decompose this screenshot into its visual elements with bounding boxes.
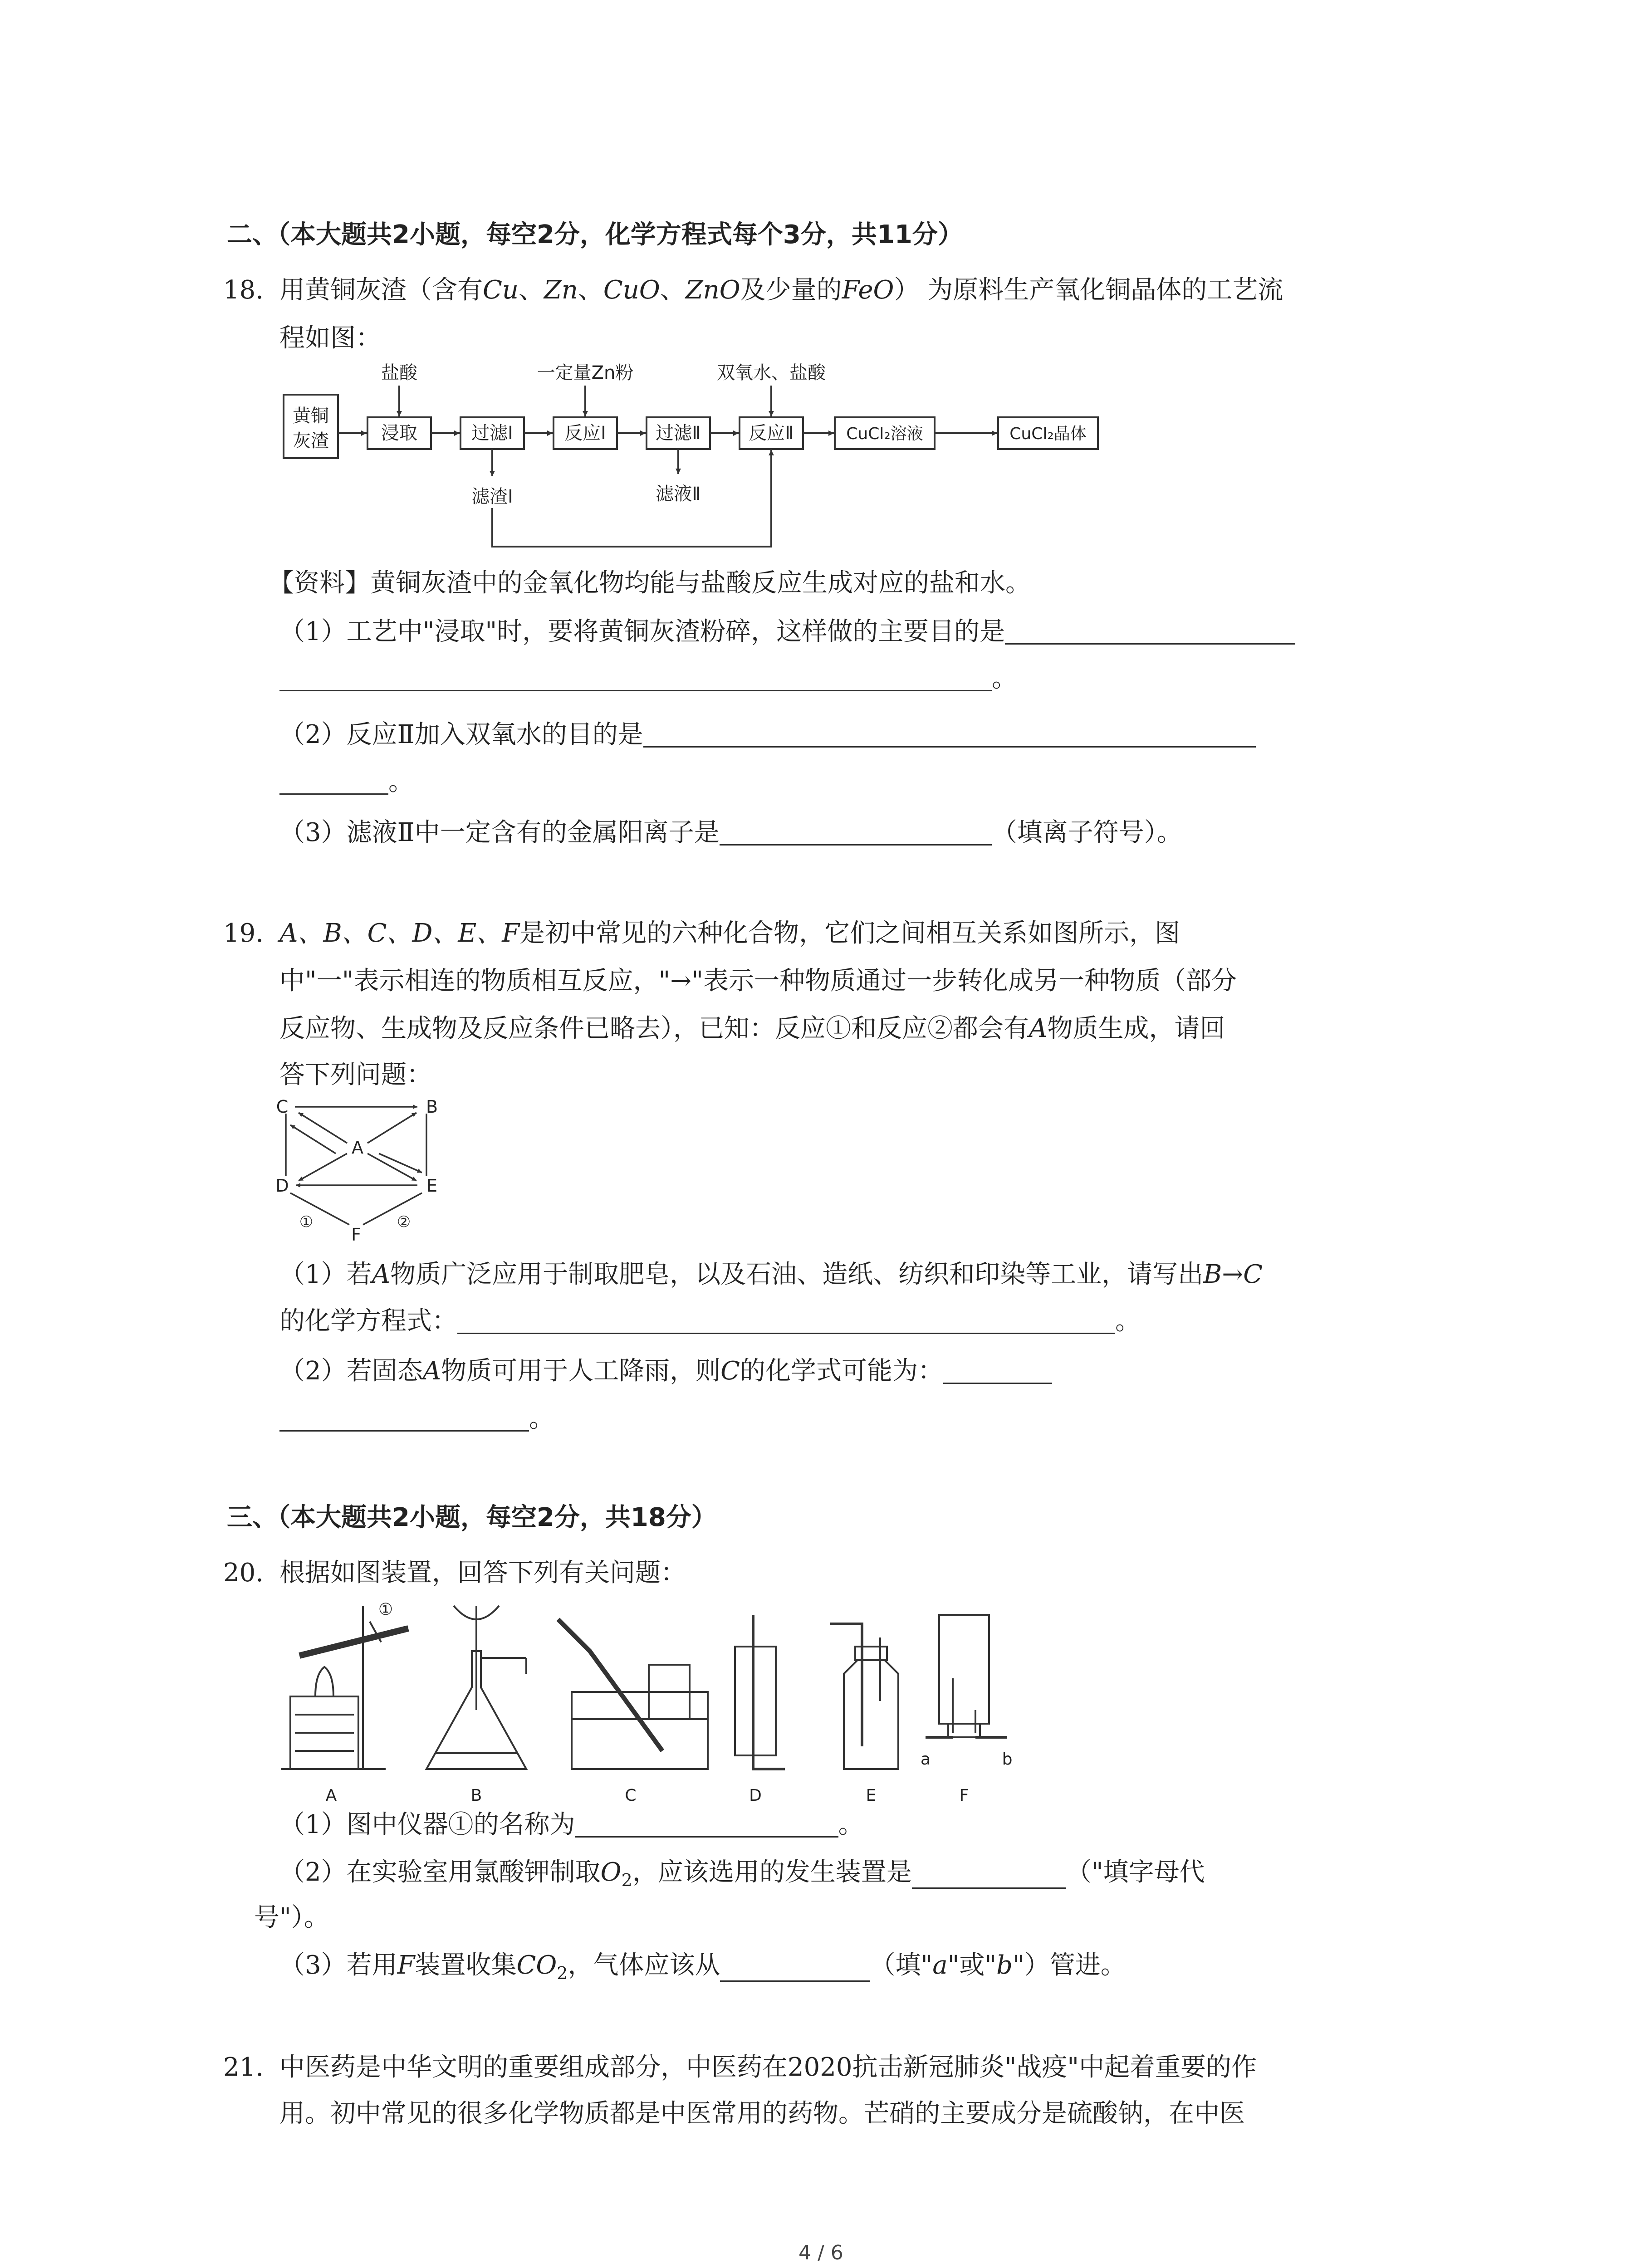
q18-part2: （2）反应Ⅱ加入双氧水的目的是 xyxy=(279,722,1256,748)
reaction-1-label: ① xyxy=(299,1213,314,1231)
node-b: B xyxy=(426,1097,438,1117)
q19-part1-cont: 的化学方程式： 。 xyxy=(279,1306,1141,1336)
q18-info: 【资料】黄铜灰渣中的金氧化物均能与盐酸反应生成对应的盐和水。 xyxy=(269,568,1031,598)
apparatus-c-trough xyxy=(572,1692,708,1769)
section-2-heading: 二、（本大题共2小题，每空2分，化学方程式每个3分，共11分） xyxy=(227,220,963,249)
node-a: A xyxy=(352,1138,363,1158)
apparatus-label-e: E xyxy=(866,1786,877,1805)
flow-label-react2: 反应Ⅱ xyxy=(749,423,794,444)
node-f: F xyxy=(351,1225,361,1245)
apparatus-e-bottle xyxy=(844,1660,898,1769)
q19-part2-blank-b[interactable] xyxy=(279,1407,529,1432)
apparatus-c-tube xyxy=(558,1619,662,1751)
apparatus-label-f: F xyxy=(959,1786,969,1805)
apparatus-a-tube xyxy=(299,1628,408,1656)
q19-stem-line2: 中"一"表示相连的物质相互反应，"→"表示一种物质通过一步转化成另一种物质（部分 xyxy=(279,966,1237,996)
flow-output-residue1: 滤渣Ⅰ xyxy=(471,486,513,507)
flow-label-filter2: 过滤Ⅱ xyxy=(656,423,701,444)
q18-part3: （3）滤液Ⅱ中一定含有的金属阳离子是 （填离子符号）。 xyxy=(279,818,1182,847)
q20-stem: 根据如图装置，回答下列有关问题： xyxy=(279,1558,686,1588)
q19-part1-blank[interactable] xyxy=(457,1309,1115,1334)
apparatus-f-bottle xyxy=(939,1615,989,1724)
q18-part3-blank[interactable] xyxy=(720,821,992,846)
q18-part2-blank-a[interactable] xyxy=(643,723,1256,748)
apparatus-f-port-a: a xyxy=(920,1750,931,1769)
q18-part1-blank-b[interactable] xyxy=(279,666,992,691)
flow-label-leach: 浸取 xyxy=(381,423,417,444)
apparatus-f-port-b: b xyxy=(1002,1750,1013,1769)
page-number: 4 / 6 xyxy=(798,2241,843,2264)
flow-label-start-2: 灰渣 xyxy=(293,430,329,451)
q20-part3-blank[interactable] xyxy=(720,1957,870,1982)
q20-part1-blank[interactable] xyxy=(575,1813,838,1838)
apparatus-d-tube xyxy=(753,1615,785,1769)
q18-part1: （1）工艺中"浸取"时，要将黄铜灰渣粉碎，这样做的主要目的是 xyxy=(279,619,1295,645)
q19-part2: （2）若固态A物质可用于人工降雨，则C的化学式可能为： xyxy=(279,1359,1052,1384)
q20-part2-cont: 号"）。 xyxy=(254,1903,329,1932)
apparatus-d-bottle xyxy=(735,1647,776,1755)
q20-part1: （1）图中仪器①的名称为 。 xyxy=(279,1810,864,1839)
q19-stem-line3: 反应物、生成物及反应条件已略去），已知：反应①和反应②都会有A物质生成，请回 xyxy=(279,1014,1225,1043)
flow-label-start-1: 黄铜 xyxy=(293,406,329,426)
reaction-2-label: ② xyxy=(397,1213,411,1231)
q20-apparatus-figure xyxy=(272,1597,1043,1810)
q18-part2-blank-b[interactable] xyxy=(279,770,388,795)
q18-part2-cont: 。 xyxy=(279,769,414,795)
apparatus-a-lamp xyxy=(315,1667,333,1696)
q20-part2: （2）在实验室用氯酸钾制取$O_2$，应该选用的发生装置是 （"填字母代 xyxy=(279,1857,1205,1891)
node-c: C xyxy=(276,1097,289,1117)
q18-stem-line2: 程如图： xyxy=(279,323,381,353)
node-e: E xyxy=(426,1176,438,1196)
section-3-heading: 三、（本大题共2小题，每空2分，共18分） xyxy=(227,1503,717,1532)
apparatus-instrument-1-label: ① xyxy=(378,1600,393,1619)
q19-part2-blank-a[interactable] xyxy=(943,1359,1052,1384)
q18-part1-blank-a[interactable] xyxy=(1005,620,1295,645)
q19-part1: （1）若A物质广泛应用于制取肥皂，以及石油、造纸、纺织和印染等工业，请写出B→C xyxy=(279,1260,1263,1289)
node-d: D xyxy=(275,1176,289,1196)
q20-part2-blank[interactable] xyxy=(912,1864,1066,1889)
q20-part3: （3）若用F装置收集$CO_2$，气体应该从 （填"a"或"b"）管进。 xyxy=(279,1950,1126,1984)
q19-part2-cont: 。 xyxy=(279,1406,554,1432)
q19-stem-line1: A、B、C、D、E、F是初中常见的六种化合物，它们之间相互关系如图所示，图 xyxy=(279,919,1181,948)
q18-process-flowchart xyxy=(272,358,1125,567)
apparatus-label-d: D xyxy=(749,1786,762,1805)
flow-label-react1: 反应Ⅰ xyxy=(564,423,606,444)
q19-number: 19. xyxy=(223,919,264,948)
q19-stem-line4: 答下列问题： xyxy=(279,1060,432,1090)
flow-output-filtrate2: 滤液Ⅱ xyxy=(656,484,701,504)
flow-input-zn: 一定量Zn粉 xyxy=(537,362,634,383)
flow-label-crystal: CuCl₂晶体 xyxy=(1009,425,1087,443)
q20-number: 20. xyxy=(223,1558,264,1588)
apparatus-label-c: C xyxy=(625,1786,637,1805)
q18-number: 18. xyxy=(223,275,264,305)
flow-input-h2o2: 双氧水、盐酸 xyxy=(717,362,826,383)
q19-relation-diagram xyxy=(272,1095,463,1245)
q21-number: 21. xyxy=(223,2053,264,2082)
q18-stem-line1: 用黄铜灰渣（含有Cu、Zn、CuO、ZnO及少量的FeO） 为原料生产氧化铜晶体的工艺流 xyxy=(279,275,1283,305)
apparatus-label-b: B xyxy=(470,1786,482,1805)
flow-label-filter1: 过滤Ⅰ xyxy=(471,423,513,444)
flow-label-solution: CuCl₂溶液 xyxy=(846,425,923,443)
q18-part1-cont: 。 xyxy=(279,666,1017,691)
q21-stem-line1: 中医药是中华文明的重要组成部分，中医药在2020抗击新冠肺炎"战疫"中起着重要的作 xyxy=(279,2053,1257,2082)
flow-input-hcl: 盐酸 xyxy=(381,362,417,383)
q21-stem-line2: 用。初中常见的很多化学物质都是中医常用的药物。芒硝的主要成分是硫酸钠，在中医 xyxy=(279,2099,1245,2128)
apparatus-label-a: A xyxy=(325,1786,337,1805)
